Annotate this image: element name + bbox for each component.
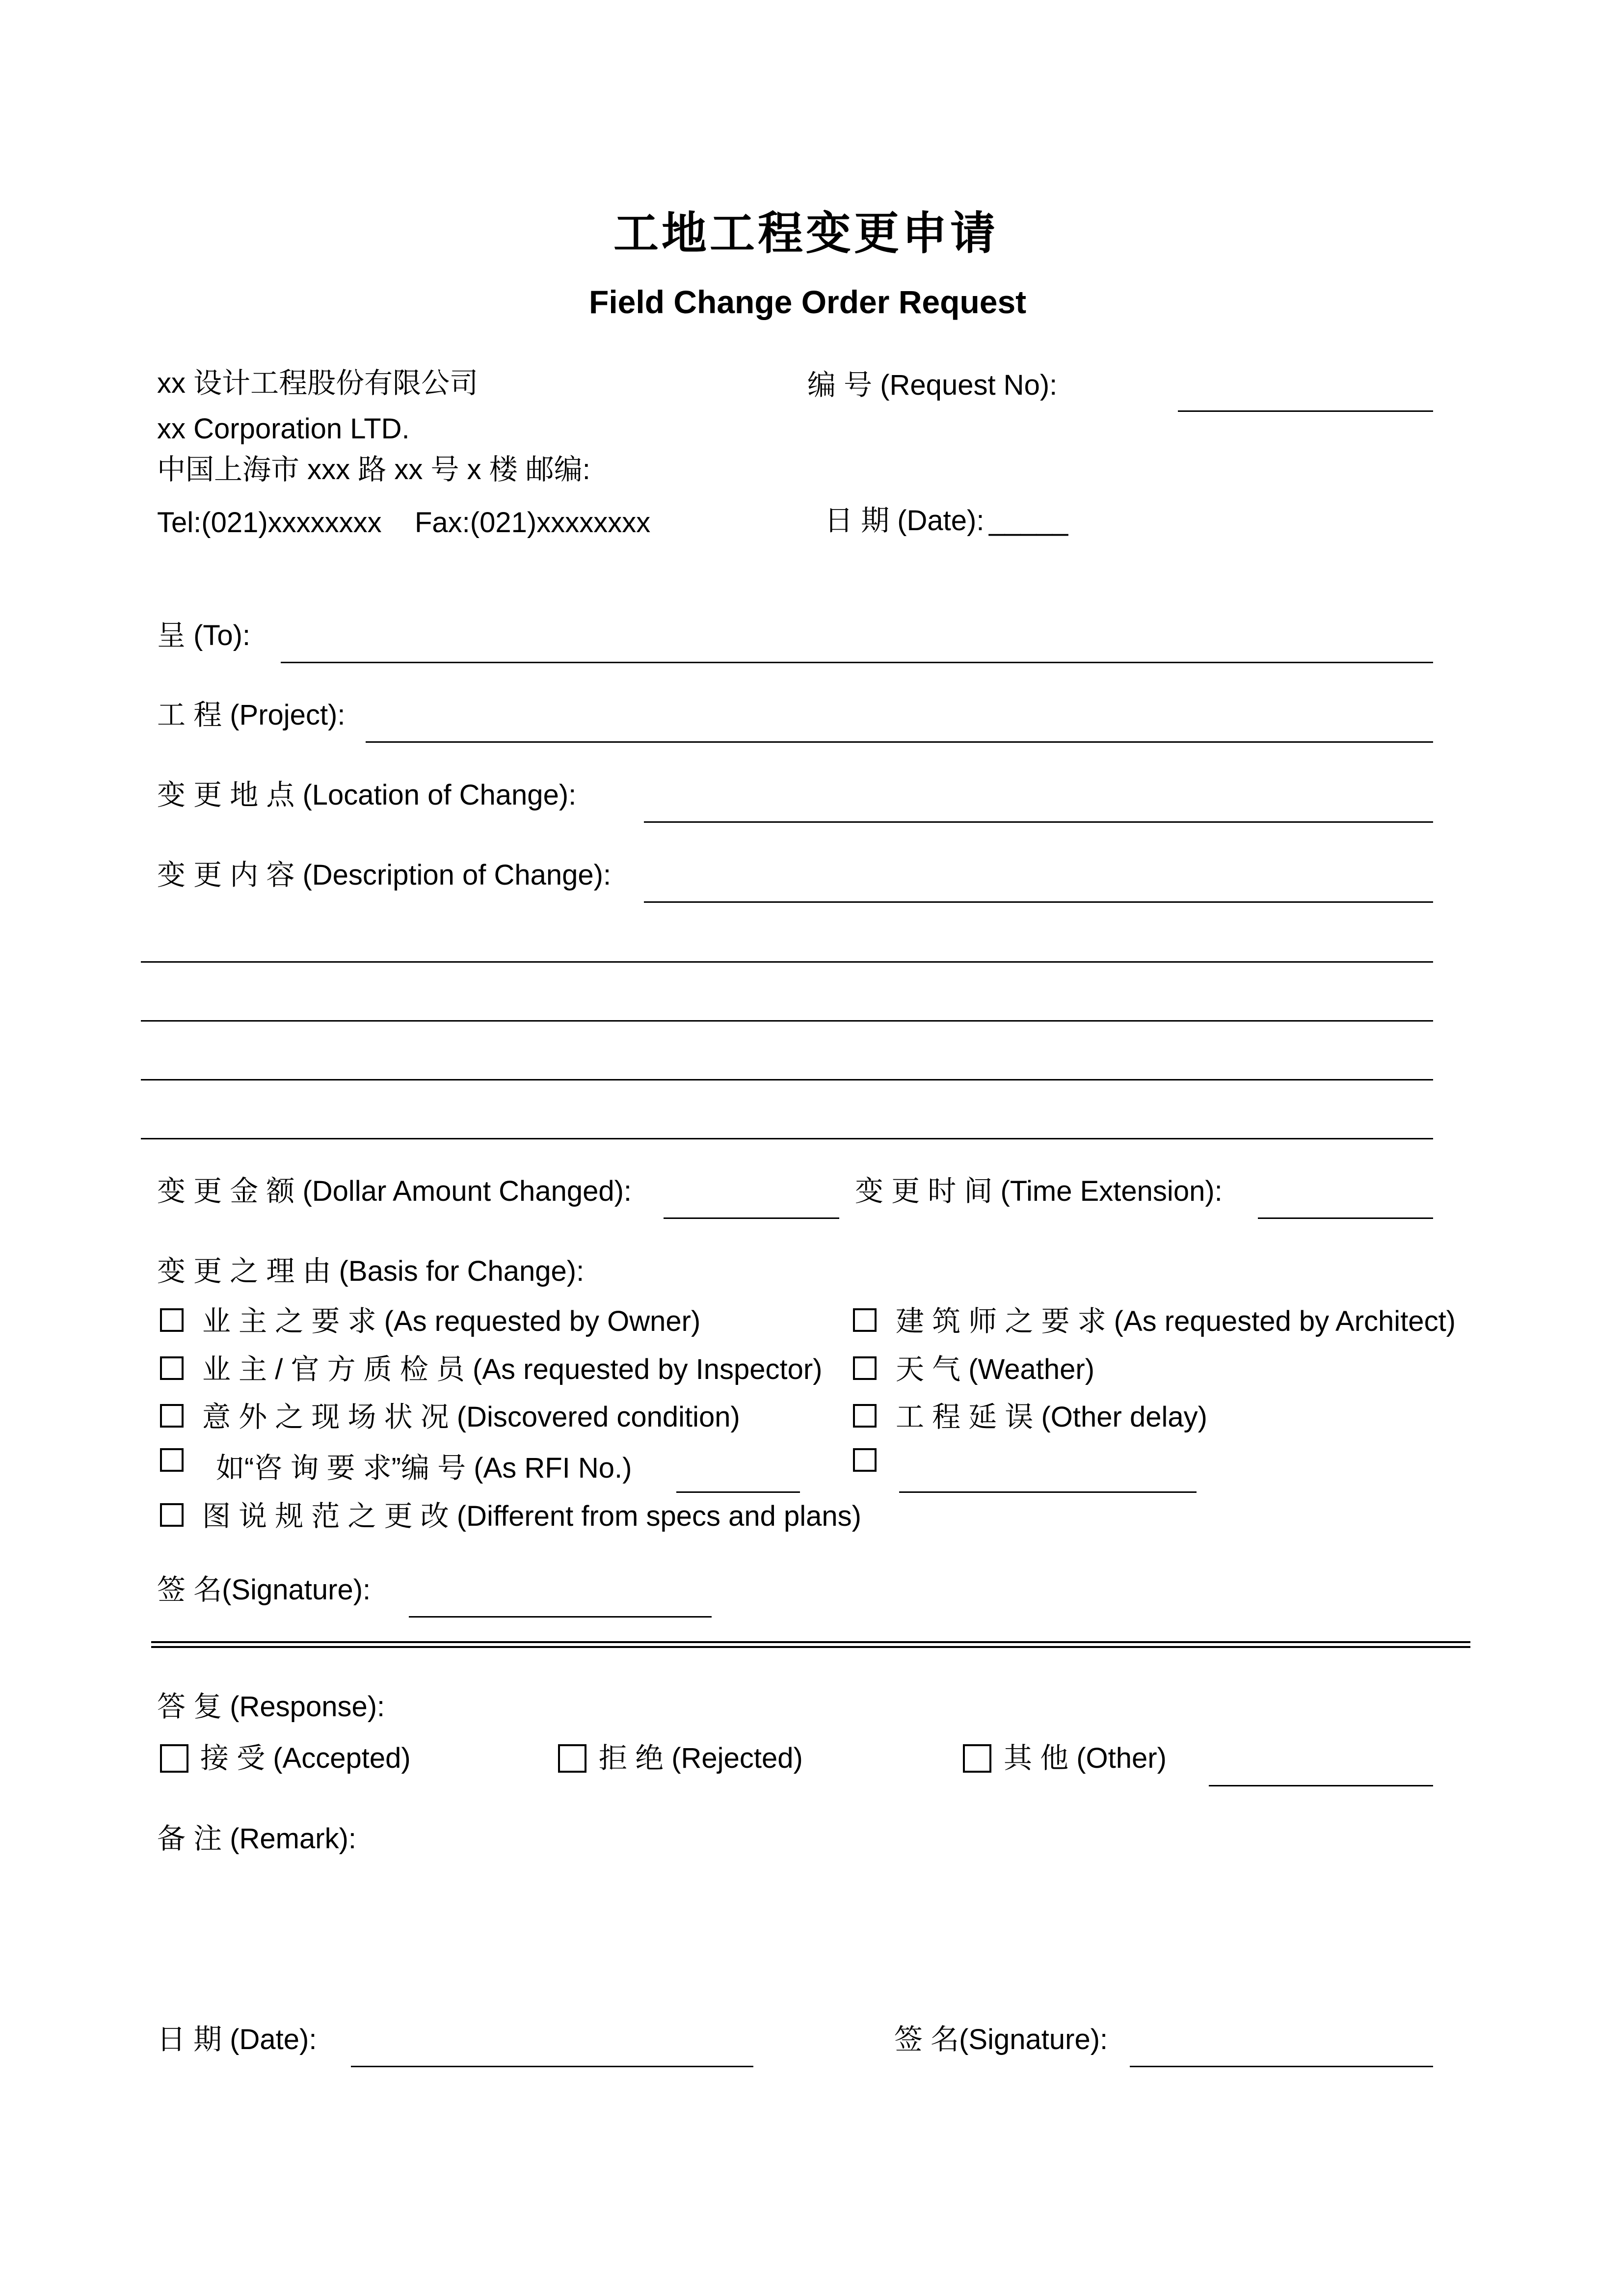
response-rejected-label: 拒 绝 (Rejected): [599, 1742, 803, 1774]
section-divider: [151, 1641, 1470, 1648]
basis-inspector-checkbox[interactable]: [160, 1356, 184, 1380]
basis-other-field[interactable]: [899, 1491, 1197, 1493]
company-address: 中国上海市 xxx 路 xx 号 x 楼 邮编:: [157, 454, 590, 486]
response-date-field[interactable]: [351, 2066, 753, 2067]
description-label: 变 更 内 容 (Description of Change):: [157, 859, 612, 891]
request-date-blank[interactable]: _____: [989, 505, 1068, 537]
basis-rfi-checkbox[interactable]: [160, 1448, 184, 1472]
page-subtitle: Field Change Order Request: [589, 284, 1027, 320]
company-name-en: xx Corporation LTD.: [157, 413, 410, 445]
description-line[interactable]: [141, 961, 1433, 963]
response-rejected-checkbox[interactable]: [558, 1744, 586, 1773]
description-line[interactable]: [141, 1079, 1433, 1080]
page-title: 工地工程变更申请: [613, 209, 999, 259]
response-signature-field[interactable]: [1130, 2066, 1433, 2067]
basis-delay-label: 工 程 延 误 (Other delay): [896, 1401, 1207, 1433]
signature-field[interactable]: [409, 1616, 712, 1618]
response-other-label: 其 他 (Other): [1004, 1742, 1167, 1774]
request-no-label: 编 号 (Request No):: [807, 369, 1058, 401]
basis-rfi-field[interactable]: [676, 1491, 800, 1493]
project-field[interactable]: [366, 741, 1433, 743]
basis-rfi-label: 如“咨 询 要 求”编 号 (As RFI No.): [216, 1452, 632, 1484]
request-no-field[interactable]: [1178, 410, 1433, 412]
response-other-checkbox[interactable]: [963, 1744, 991, 1773]
description-line[interactable]: [141, 1020, 1433, 1022]
response-label: 答 复 (Response):: [157, 1691, 385, 1723]
basis-architect-checkbox[interactable]: [853, 1308, 877, 1332]
request-date-label: 日 期 (Date):: [825, 505, 985, 537]
to-field[interactable]: [281, 662, 1433, 663]
basis-architect-label: 建 筑 师 之 要 求 (As requested by Architect): [896, 1305, 1456, 1337]
basis-other-checkbox[interactable]: [853, 1448, 877, 1472]
basis-inspector-label: 业 主 / 官 方 质 检 员 (As requested by Inspector): [202, 1353, 823, 1385]
basis-weather-label: 天 气 (Weather): [896, 1353, 1095, 1385]
project-label: 工 程 (Project):: [157, 699, 346, 731]
company-fax: Fax:(021)xxxxxxxx: [415, 507, 651, 539]
basis-discovered-checkbox[interactable]: [160, 1404, 184, 1428]
amount-label: 变 更 金 额 (Dollar Amount Changed):: [157, 1175, 632, 1207]
response-signature-label: 签 名(Signature):: [894, 2024, 1108, 2055]
basis-owner-label: 业 主 之 要 求 (As requested by Owner): [202, 1305, 701, 1337]
response-accepted-label: 接 受 (Accepted): [200, 1742, 411, 1774]
basis-delay-checkbox[interactable]: [853, 1404, 877, 1428]
signature-label: 签 名(Signature):: [157, 1574, 371, 1606]
time-label: 变 更 时 间 (Time Extension):: [855, 1175, 1223, 1207]
basis-weather-checkbox[interactable]: [853, 1356, 877, 1380]
to-label: 呈 (To):: [157, 620, 251, 651]
basis-discovered-label: 意 外 之 现 场 状 况 (Discovered condition): [202, 1401, 740, 1433]
location-field[interactable]: [644, 821, 1433, 823]
response-accepted-checkbox[interactable]: [160, 1744, 188, 1773]
description-field[interactable]: [644, 901, 1433, 903]
basis-label: 变 更 之 理 由 (Basis for Change):: [157, 1255, 585, 1287]
company-name-cn: xx 设计工程股份有限公司: [157, 367, 479, 399]
response-other-field[interactable]: [1209, 1785, 1433, 1786]
basis-specs-label: 图 说 规 范 之 更 改 (Different from specs and plans): [202, 1500, 861, 1532]
company-tel: Tel:(021)xxxxxxxx: [157, 507, 382, 539]
basis-owner-checkbox[interactable]: [160, 1308, 184, 1332]
location-label: 变 更 地 点 (Location of Change):: [157, 779, 577, 811]
time-field[interactable]: [1258, 1217, 1433, 1219]
remark-label: 备 注 (Remark):: [157, 1823, 357, 1855]
description-line[interactable]: [141, 1138, 1433, 1139]
response-date-label: 日 期 (Date):: [157, 2024, 317, 2055]
basis-specs-checkbox[interactable]: [160, 1503, 184, 1527]
amount-field[interactable]: [664, 1217, 839, 1219]
